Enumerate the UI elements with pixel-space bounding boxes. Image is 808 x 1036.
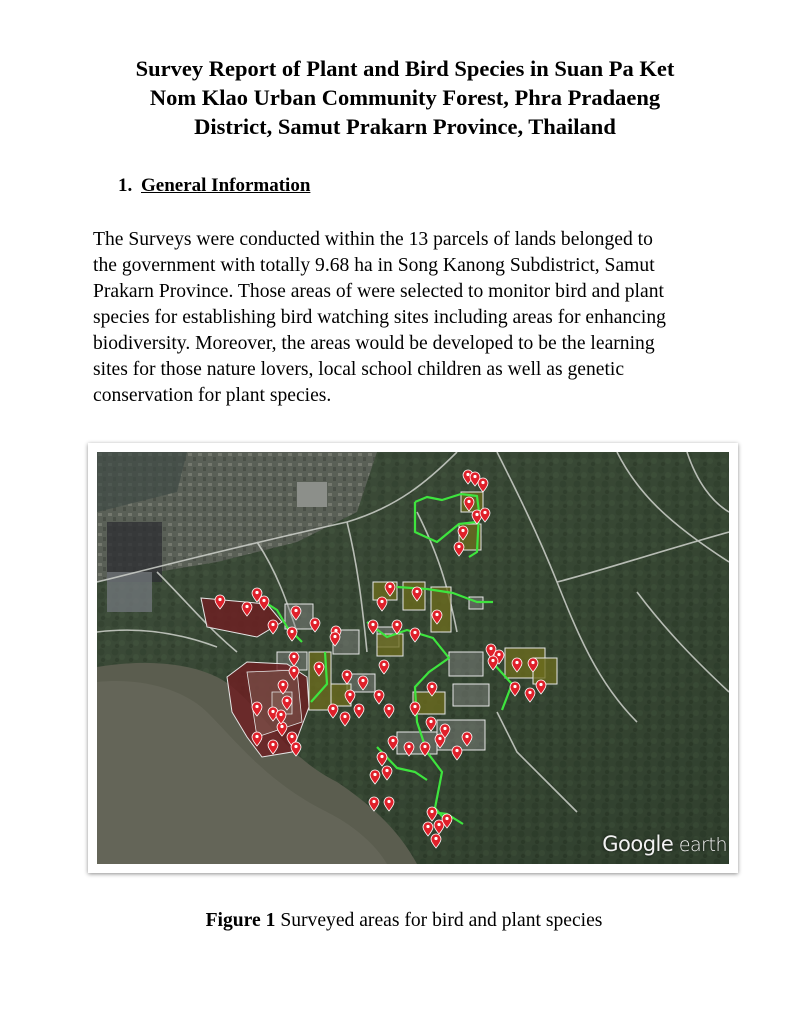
paragraph-line: species for establishing bird watching sites including areas for enhancing	[93, 307, 666, 328]
figure-caption	[0, 910, 808, 932]
map-graphic	[97, 452, 729, 864]
title-line: Nom Klao Urban Community Forest, Phra Pradaeng	[149, 85, 661, 110]
paragraph-line: biodiversity. Moreover, the areas would be developed to be the learning	[93, 333, 655, 354]
paragraph-line: conservation for plant species.	[93, 385, 332, 406]
paragraph-line: sites for those nature lovers, local school children as well as genetic	[93, 359, 625, 380]
caption-label: Figure 1	[205, 910, 276, 931]
caption-text: Surveyed areas for bird and plant species	[275, 910, 603, 931]
google-earth-logo: Google earth	[602, 832, 727, 856]
document-title	[60, 54, 750, 141]
title-line: Survey Report of Plant and Bird Species in Suan Pa Ket	[135, 56, 675, 81]
paragraph-line: Prakarn Province. Those areas of were selected to monitor bird and plant	[93, 281, 664, 302]
satellite-map-image	[97, 452, 729, 864]
section-number: 1.	[118, 175, 133, 196]
body-paragraph	[93, 227, 733, 409]
section-heading	[118, 175, 310, 197]
title-line: District, Samut Prakarn Province, Thailand	[194, 114, 616, 139]
paragraph-line: The Surveys were conducted within the 13 parcels of lands belonged to	[93, 229, 653, 250]
section-title: General Information	[141, 175, 311, 196]
figure-frame	[88, 443, 738, 873]
paragraph-line: the government with totally 9.68 ha in Song Kanong Subdistrict, Samut	[93, 255, 655, 276]
